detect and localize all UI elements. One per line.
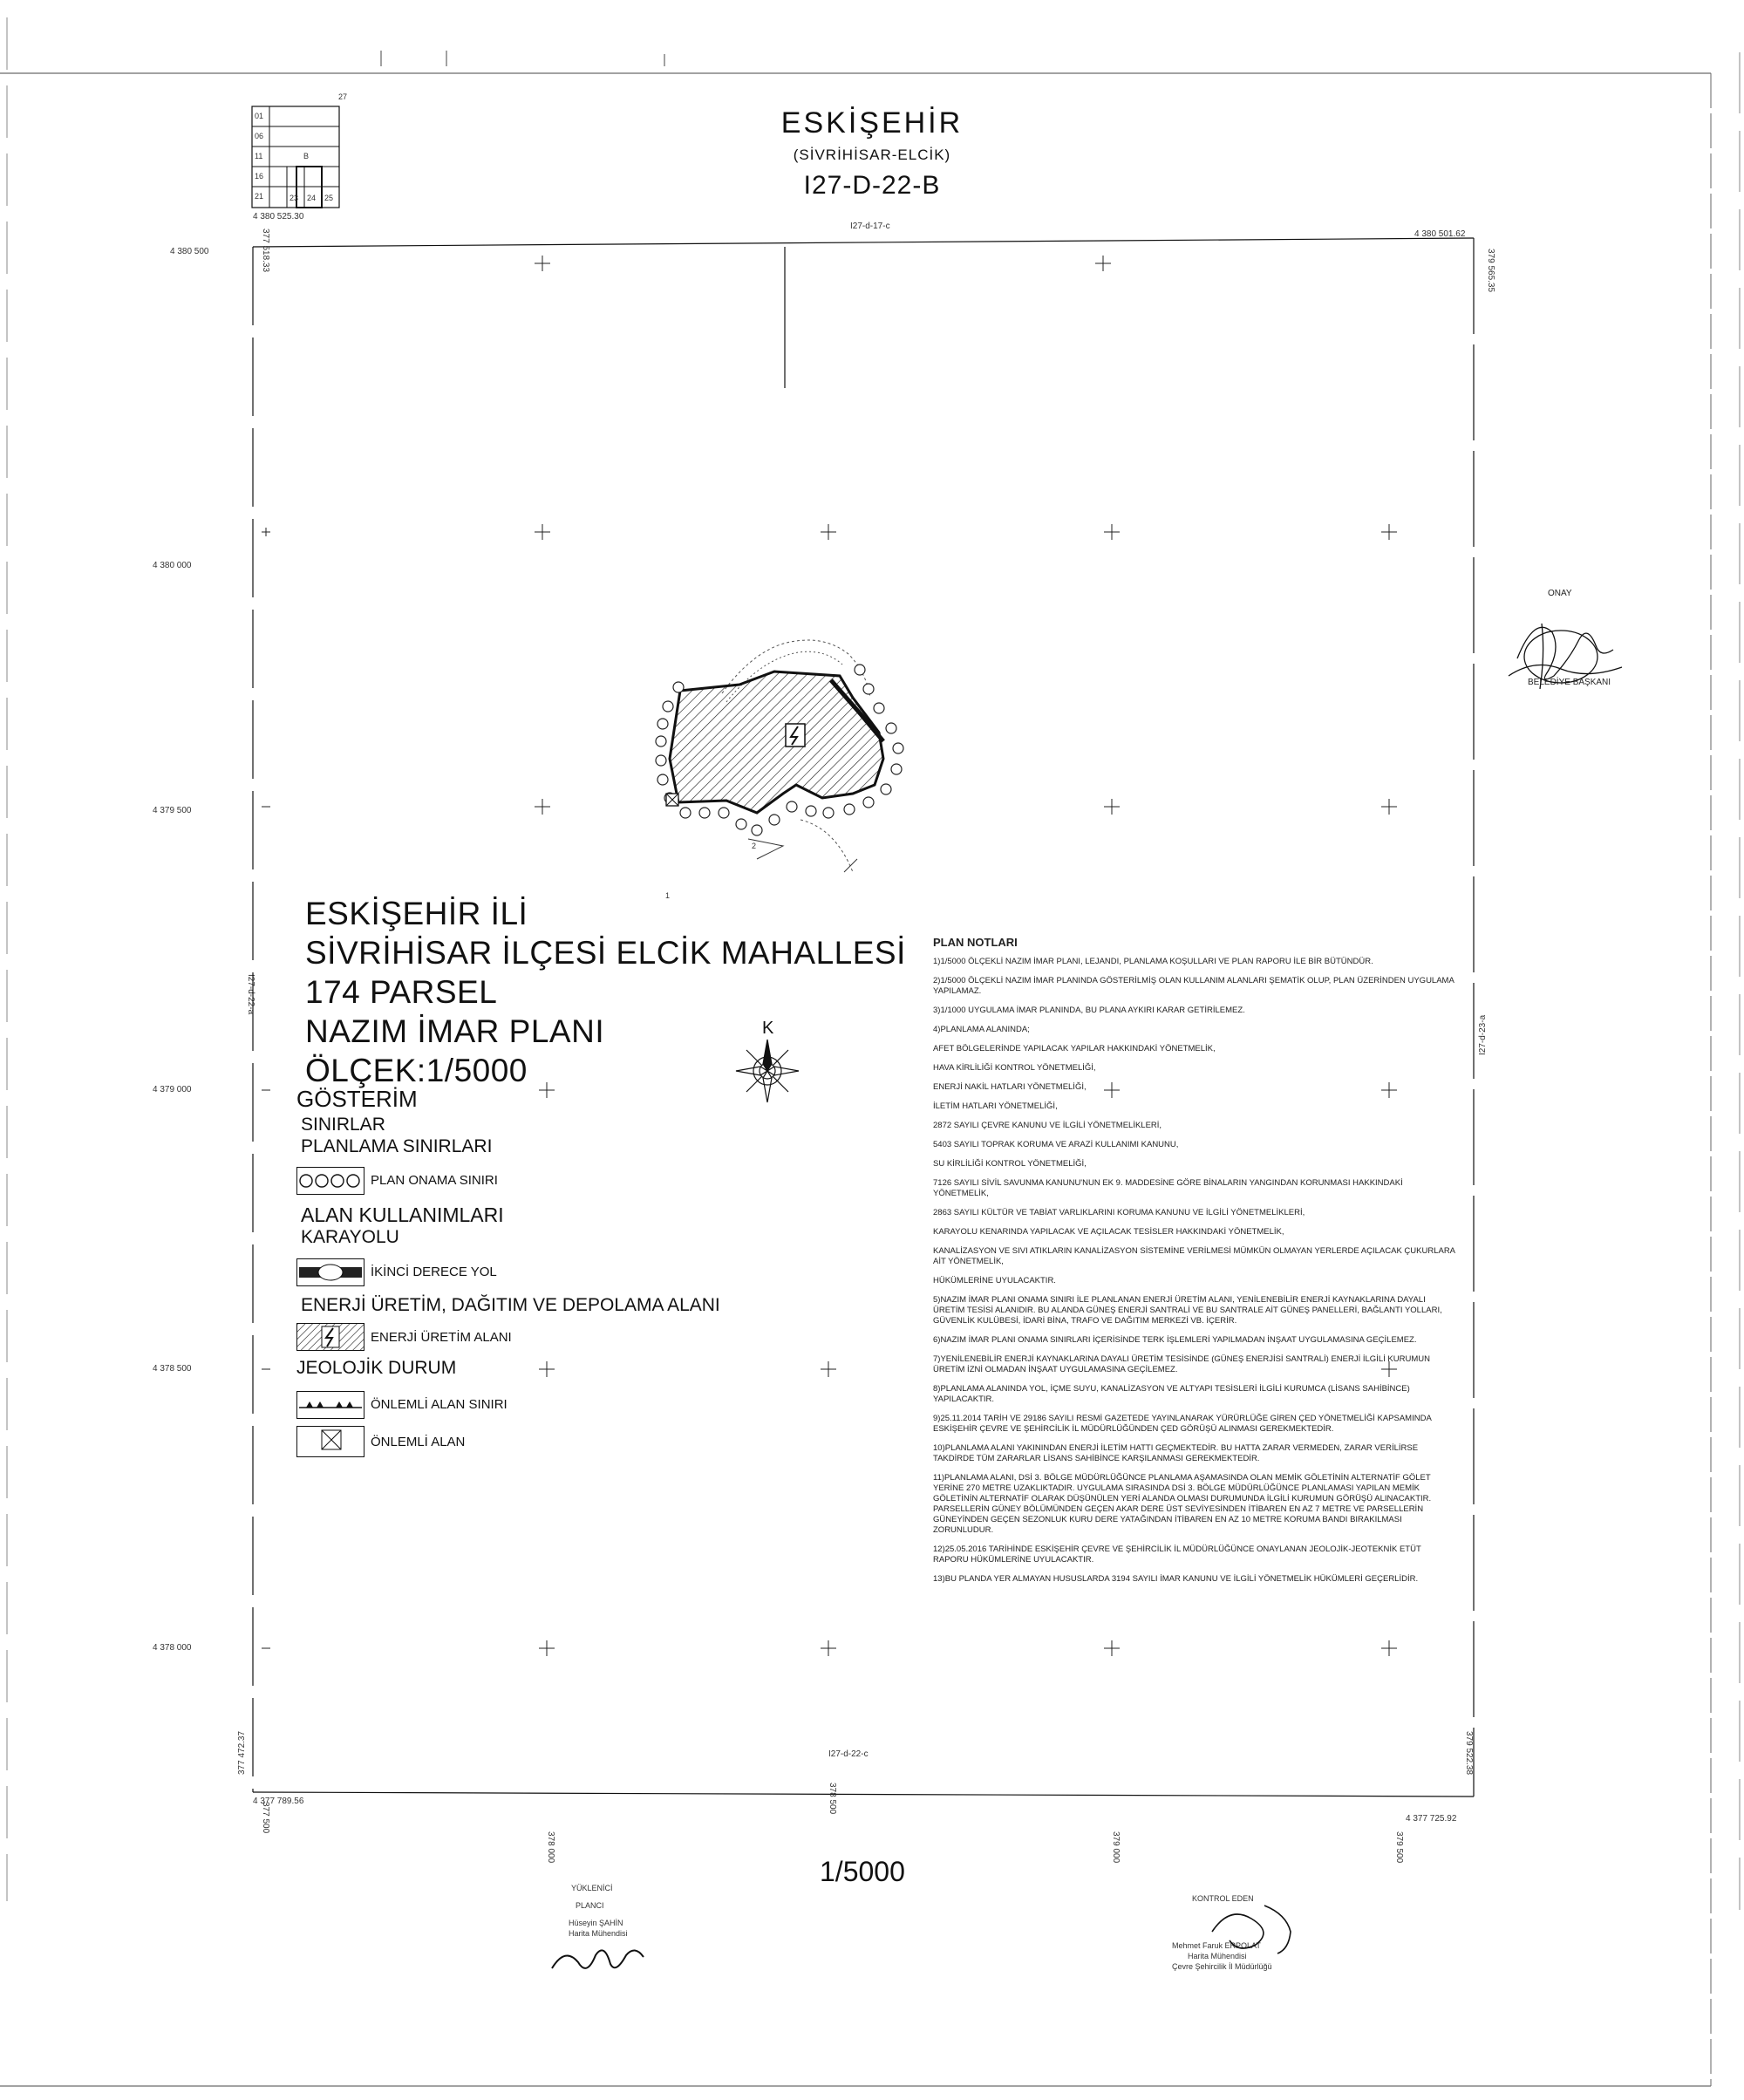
corner-br-coordinate: 4 377 725.92	[1406, 1814, 1457, 1824]
legend-energy-heading: ENERJİ ÜRETİM, DAĞITIM VE DEPOLAMA ALANI	[301, 1295, 720, 1315]
y-coordinate-2: 4 380 000	[153, 561, 192, 570]
plan-note: 3)1/1000 UYGULAMA İMAR PLANINDA, BU PLANA AYKIRI KARAR GETİRİLEMEZ.	[933, 1006, 1245, 1015]
corner-tl-coordinate: 4 380 525.30	[253, 212, 304, 222]
index-cell-b: B	[303, 152, 310, 160]
plan-note: İLETİM HATLARI YÖNETMELİĞİ,	[933, 1101, 1058, 1111]
legend-precaution-area-label: ÖNLEMLİ ALAN	[371, 1435, 466, 1449]
plan-note: ENERJİ NAKİL HATLARI YÖNETMELİĞİ,	[933, 1082, 1087, 1092]
plan-note: 2863 SAYILI KÜLTÜR VE TABİAT VARLIKLARINI KORUMA KANUNU VE İLGİLİ YÖNETMELİKLERİ,	[933, 1208, 1305, 1217]
prepared-title: Harita Mühendisi	[569, 1929, 628, 1938]
control-name: Mehmet Faruk ERPOLAT	[1172, 1941, 1261, 1950]
plan-note: 5)NAZIM İMAR PLANI ONAMA SINIRI İLE PLANLANAN ENERJİ ÜRETİM ALANI, YENİLENEBİLİR ENERJİ KAYNAKLARINA DAYALI ÜRETİM TESİSİ ALANIDIR. BU ALANDA GÜNEŞ ENERJİ SANTRALİ VE BU SANTRALE AİT GÜNEŞ PANELLERİ, BAĞLANTI YOLLARI, GÜVENLİK KULÜBESİ, İDARİ BİNA, TRAFO VE DAĞITIM MERKEZİ VB. İÇERİR.	[933, 1295, 1442, 1326]
title-plan-type: NAZIM İMAR PLANI	[305, 1013, 605, 1049]
mayor-signature	[1500, 606, 1631, 702]
index-cell-23: 23	[290, 194, 299, 202]
prepared-name: Hüseyin ŞAHİN	[569, 1919, 623, 1927]
legend-geology: JEOLOJİK DURUM	[296, 1358, 457, 1378]
legend-road-label: İKİNCİ DERECE YOL	[371, 1265, 497, 1279]
left-neighbor-sheet: I27-d-22-a	[246, 974, 255, 1015]
prepared-signature	[548, 1938, 652, 1981]
control-title: Harita Mühendisi	[1188, 1952, 1247, 1960]
legend-planning-boundaries: PLANLAMA SINIRLARI	[301, 1136, 493, 1156]
legend-energy-label: ENERJİ ÜRETİM ALANI	[371, 1330, 512, 1345]
plan-area-drawing	[644, 610, 924, 881]
index-cell-21: 21	[255, 192, 264, 201]
prepared-label: YÜKLENİCİ	[571, 1884, 613, 1892]
bottom-scale: 1/5000	[820, 1856, 905, 1887]
x-coordinate-3: 378 500	[828, 1783, 837, 1815]
plan-note: 2)1/5000 ÖLÇEKLİ NAZIM İMAR PLANINDA GÖSTERİLMİŞ OLAN KULLANIM ALANLARI ŞEMATİK OLUP, PLAN ÜZERİNDEN UYGULAMA YAPILAMAZ.	[933, 976, 1454, 996]
legend-plan-boundary-label: PLAN ONAMA SINIRI	[371, 1173, 498, 1188]
bottom-neighbor-sheet: I27-d-22-c	[828, 1749, 869, 1759]
right-neighbor-sheet: I27-d-23-a	[1478, 1014, 1488, 1055]
legend-land-use: ALAN KULLANIMLARI	[301, 1203, 504, 1226]
title-province: ESKİŞEHİR İLİ	[305, 896, 528, 931]
plan-note: 2872 SAYILI ÇEVRE KANUNU VE İLGİLİ YÖNETMELİKLERİ,	[933, 1121, 1162, 1130]
plan-note: 5403 SAYILI TOPRAK KORUMA VE ARAZİ KULLANIMI KANUNU,	[933, 1140, 1179, 1149]
legend-highway: KARAYOLU	[301, 1227, 399, 1247]
edge-bl-coordinate: 377 472.37	[237, 1730, 247, 1775]
index-cell-11: 11	[255, 152, 263, 160]
plan-note: HÜKÜMLERİNE UYULACAKTIR.	[933, 1276, 1056, 1285]
prepared-role: PLANCI	[576, 1901, 604, 1910]
legend-precaution-boundary-label: ÖNLEMLİ ALAN SINIRI	[371, 1397, 508, 1412]
plan-notes-heading: PLAN NOTLARI	[933, 936, 1018, 949]
edge-br-coordinate: 379 522.38	[1464, 1731, 1474, 1776]
legend-heading: GÖSTERİM	[296, 1086, 418, 1112]
y-coordinate-1: 4 380 500	[170, 247, 209, 256]
plan-note: KARAYOLU KENARINDA YAPILACAK VE AÇILACAK TESİSLER HAKKINDAKİ YÖNETMELİK,	[933, 1227, 1284, 1237]
index-cell-01: 01	[255, 112, 264, 120]
x-coordinate-1: 377 500	[261, 1802, 270, 1834]
y-coordinate-4: 4 379 000	[153, 1085, 192, 1094]
plan-note: 9)25.11.2014 TARİH VE 29186 SAYILI RESMİ GAZETEDE YAYINLANARAK YÜRÜRLÜĞE GİREN ÇED YÖNETMELİĞİ KAPSAMINDA ESKİŞEHİR ÇEVRE VE ŞEHİRCİLİK İL MÜDÜRLÜĞÜNDEN ÇED GÖRÜŞÜ ALINMASI GEREKMEKTEDİR.	[933, 1414, 1432, 1434]
plan-note: 8)PLANLAMA ALANINDA YOL, İÇME SUYU, KANALİZASYON VE ALTYAPI TESİSLERİ İLGİLİ KURUMCA (LİSANS SAHİBİNCE) YAPILACAKTIR.	[933, 1384, 1410, 1404]
control-label: KONTROL EDEN	[1192, 1894, 1254, 1903]
x-coordinate-5: 379 500	[1394, 1831, 1404, 1864]
plan-note: AFET BÖLGELERİNDE YAPILACAK YAPILAR HAKKINDAKİ YÖNETMELİK,	[933, 1044, 1216, 1053]
approval-label: ONAY	[1548, 589, 1572, 598]
index-number: 27	[338, 92, 348, 101]
sheet-district: (SİVRİHİSAR-ELCİK)	[793, 147, 951, 163]
plan-note: 7126 SAYILI SİVİL SAVUNMA KANUNU'NUN EK 9. MADDESİNE GÖRE BİNALARIN YANGINDAN KORUNMASI HAKKINDAKİ YÖNETMELİK,	[933, 1178, 1403, 1198]
plan-note: 10)PLANLAMA ALANI YAKININDAN ENERJİ İLETİM HATTI GEÇMEKTEDİR. BU HATTA ZARAR VERMEDEN, ZARAR VERİLİRSE TAKDİRDE TÜM ZARARLAR LİSANS SAHİBİNCE KARŞILANMASI GEREKMEKTEDİR.	[933, 1443, 1419, 1463]
plan-note: 6)NAZIM İMAR PLANI ONAMA SINIRLARI İÇERİSİNDE TERK İŞLEMLERİ YAPILMADAN İNŞAAT UYGULAMASINA GEÇİLEMEZ.	[933, 1335, 1417, 1345]
y-coordinate-6: 4 378 000	[153, 1643, 192, 1653]
title-parcel: 174 PARSEL	[305, 974, 498, 1010]
index-cell-24: 24	[307, 194, 317, 202]
legend-precaution-area-swatch	[296, 1426, 364, 1457]
x-coordinate-2: 378 000	[546, 1831, 555, 1864]
sheet-city: ESKİŞEHİR	[780, 106, 964, 140]
corner-bl-coordinate: 4 377 789.56	[253, 1797, 304, 1806]
control-signature	[1203, 1897, 1308, 1958]
plan-note: HAVA KİRLİLİĞİ KONTROL YÖNETMELİĞİ,	[933, 1063, 1096, 1073]
plan-notes	[933, 938, 1456, 1593]
plan-label-2: 2	[752, 842, 757, 850]
north-label: K	[762, 1019, 774, 1038]
legend-boundaries: SINIRLAR	[301, 1115, 385, 1135]
index-cell-16: 16	[255, 172, 264, 181]
y-coordinate-5: 4 378 500	[153, 1364, 192, 1374]
edge-tr-coordinate: 379 565.35	[1486, 249, 1495, 293]
title-district: SİVRİHİSAR İLÇESİ ELCİK MAHALLESİ	[305, 935, 906, 971]
legend-energy-swatch	[296, 1323, 364, 1351]
top-neighbor-sheet: I27-d-17-c	[850, 222, 890, 231]
plan-note: 12)25.05.2016 TARİHİNDE ESKİŞEHİR ÇEVRE VE ŞEHİRCİLİK İL MÜDÜRLÜĞÜNCE ONAYLANAN JEOLOJİK-JEOTEKNİK ETÜT RAPORU HÜKÜMLERİNE UYULACAKTIR.	[933, 1544, 1421, 1565]
plan-note: 4)PLANLAMA ALANINDA;	[933, 1025, 1030, 1034]
title-scale: ÖLÇEK:1/5000	[305, 1053, 528, 1088]
plan-note: SU KİRLİLİĞİ KONTROL YÖNETMELİĞİ,	[933, 1159, 1087, 1169]
plan-note: 1)1/5000 ÖLÇEKLİ NAZIM İMAR PLANI, LEJANDI, PLANLAMA KOŞULLARI VE PLAN RAPORU İLE BİR BÜTÜNDÜR.	[933, 957, 1373, 966]
plan-note: KANALİZASYON VE SIVI ATIKLARIN KANALİZASYON SİSTEMİNE VERİLMESİ MÜMKÜN OLMAYAN YERLERDE AÇILACAK ÇUKURLARA AİT YÖNETMELİK,	[933, 1246, 1455, 1266]
plan-title-block	[305, 894, 906, 1090]
sheet-code: I27-D-22-B	[803, 171, 941, 200]
index-cell-25: 25	[324, 194, 334, 202]
plan-note: 7)YENİLENEBİLİR ENERJİ KAYNAKLARINA DAYALI ÜRETİM TESİSİNDE (GÜNEŞ ENERJİSİ SANTRALİ) ENERJİ İLGİLİ KURUMUN ÜRETİM İZNİ OLMADAN İNŞAAT UYGULAMASINA GEÇİLEMEZ.	[933, 1354, 1430, 1374]
index-cell-06: 06	[255, 132, 264, 140]
corner-tr-coordinate: 4 380 501.62	[1414, 229, 1466, 239]
edge-tl-coordinate: 377 518.33	[261, 228, 270, 273]
plan-label-1: 1	[665, 891, 671, 900]
plan-note: 13)BU PLANDA YER ALMAYAN HUSUSLARDA 3194 SAYILI İMAR KANUNU VE İLGİLİ YÖNETMELİK HÜKÜMLERİ GEÇERLİDİR.	[933, 1574, 1419, 1584]
y-coordinate-3: 4 379 500	[153, 806, 192, 815]
mayor-role: BELEDİYE BAŞKANI	[1528, 678, 1611, 687]
legend-precaution-boundary-swatch	[296, 1391, 364, 1419]
north-arrow-icon	[732, 1019, 802, 1106]
x-coordinate-4: 379 000	[1111, 1831, 1121, 1864]
legend-road-swatch	[296, 1258, 364, 1286]
plan-note: 11)PLANLAMA ALANI, DSİ 3. BÖLGE MÜDÜRLÜĞÜNCE PLANLAMA AŞAMASINDA OLAN MEMİK GÖLETİNİN ALTERNATİF GÖLET YERİNE 270 METRE UZAKLIKTADIR. UYGULAMA SIRASINDA DSİ 3. BÖLGE MÜDÜRLÜĞÜNCE PLANLAMASI YAPILAN MEMİK GÖLETİNİN ALTERNATİF OLARAK DÜŞÜNÜLEN YERİ ALANDA OLMASI DURUMUNDA İLGİLİ KURUMUN GÖRÜŞÜ ALINACAKTIR. PARSELLERİN GÜNEY BÖLÜMÜNDEN GEÇEN AKAR DERE ÜST SEVİYESİNDEN İTİBAREN EN AZ 7 METRE VE PARSELLERİN GÜNEYİNDEN GEÇEN SEZONLUK KURU DERE YATAĞINDAN İTİBAREN EN AZ 10 METRE KORUMA BANDI BIRAKILMASI ZORUNLUDUR.	[933, 1473, 1432, 1535]
legend-plan-boundary-swatch	[296, 1167, 364, 1195]
control-org: Çevre Şehircilik İl Müdürlüğü	[1172, 1962, 1272, 1971]
